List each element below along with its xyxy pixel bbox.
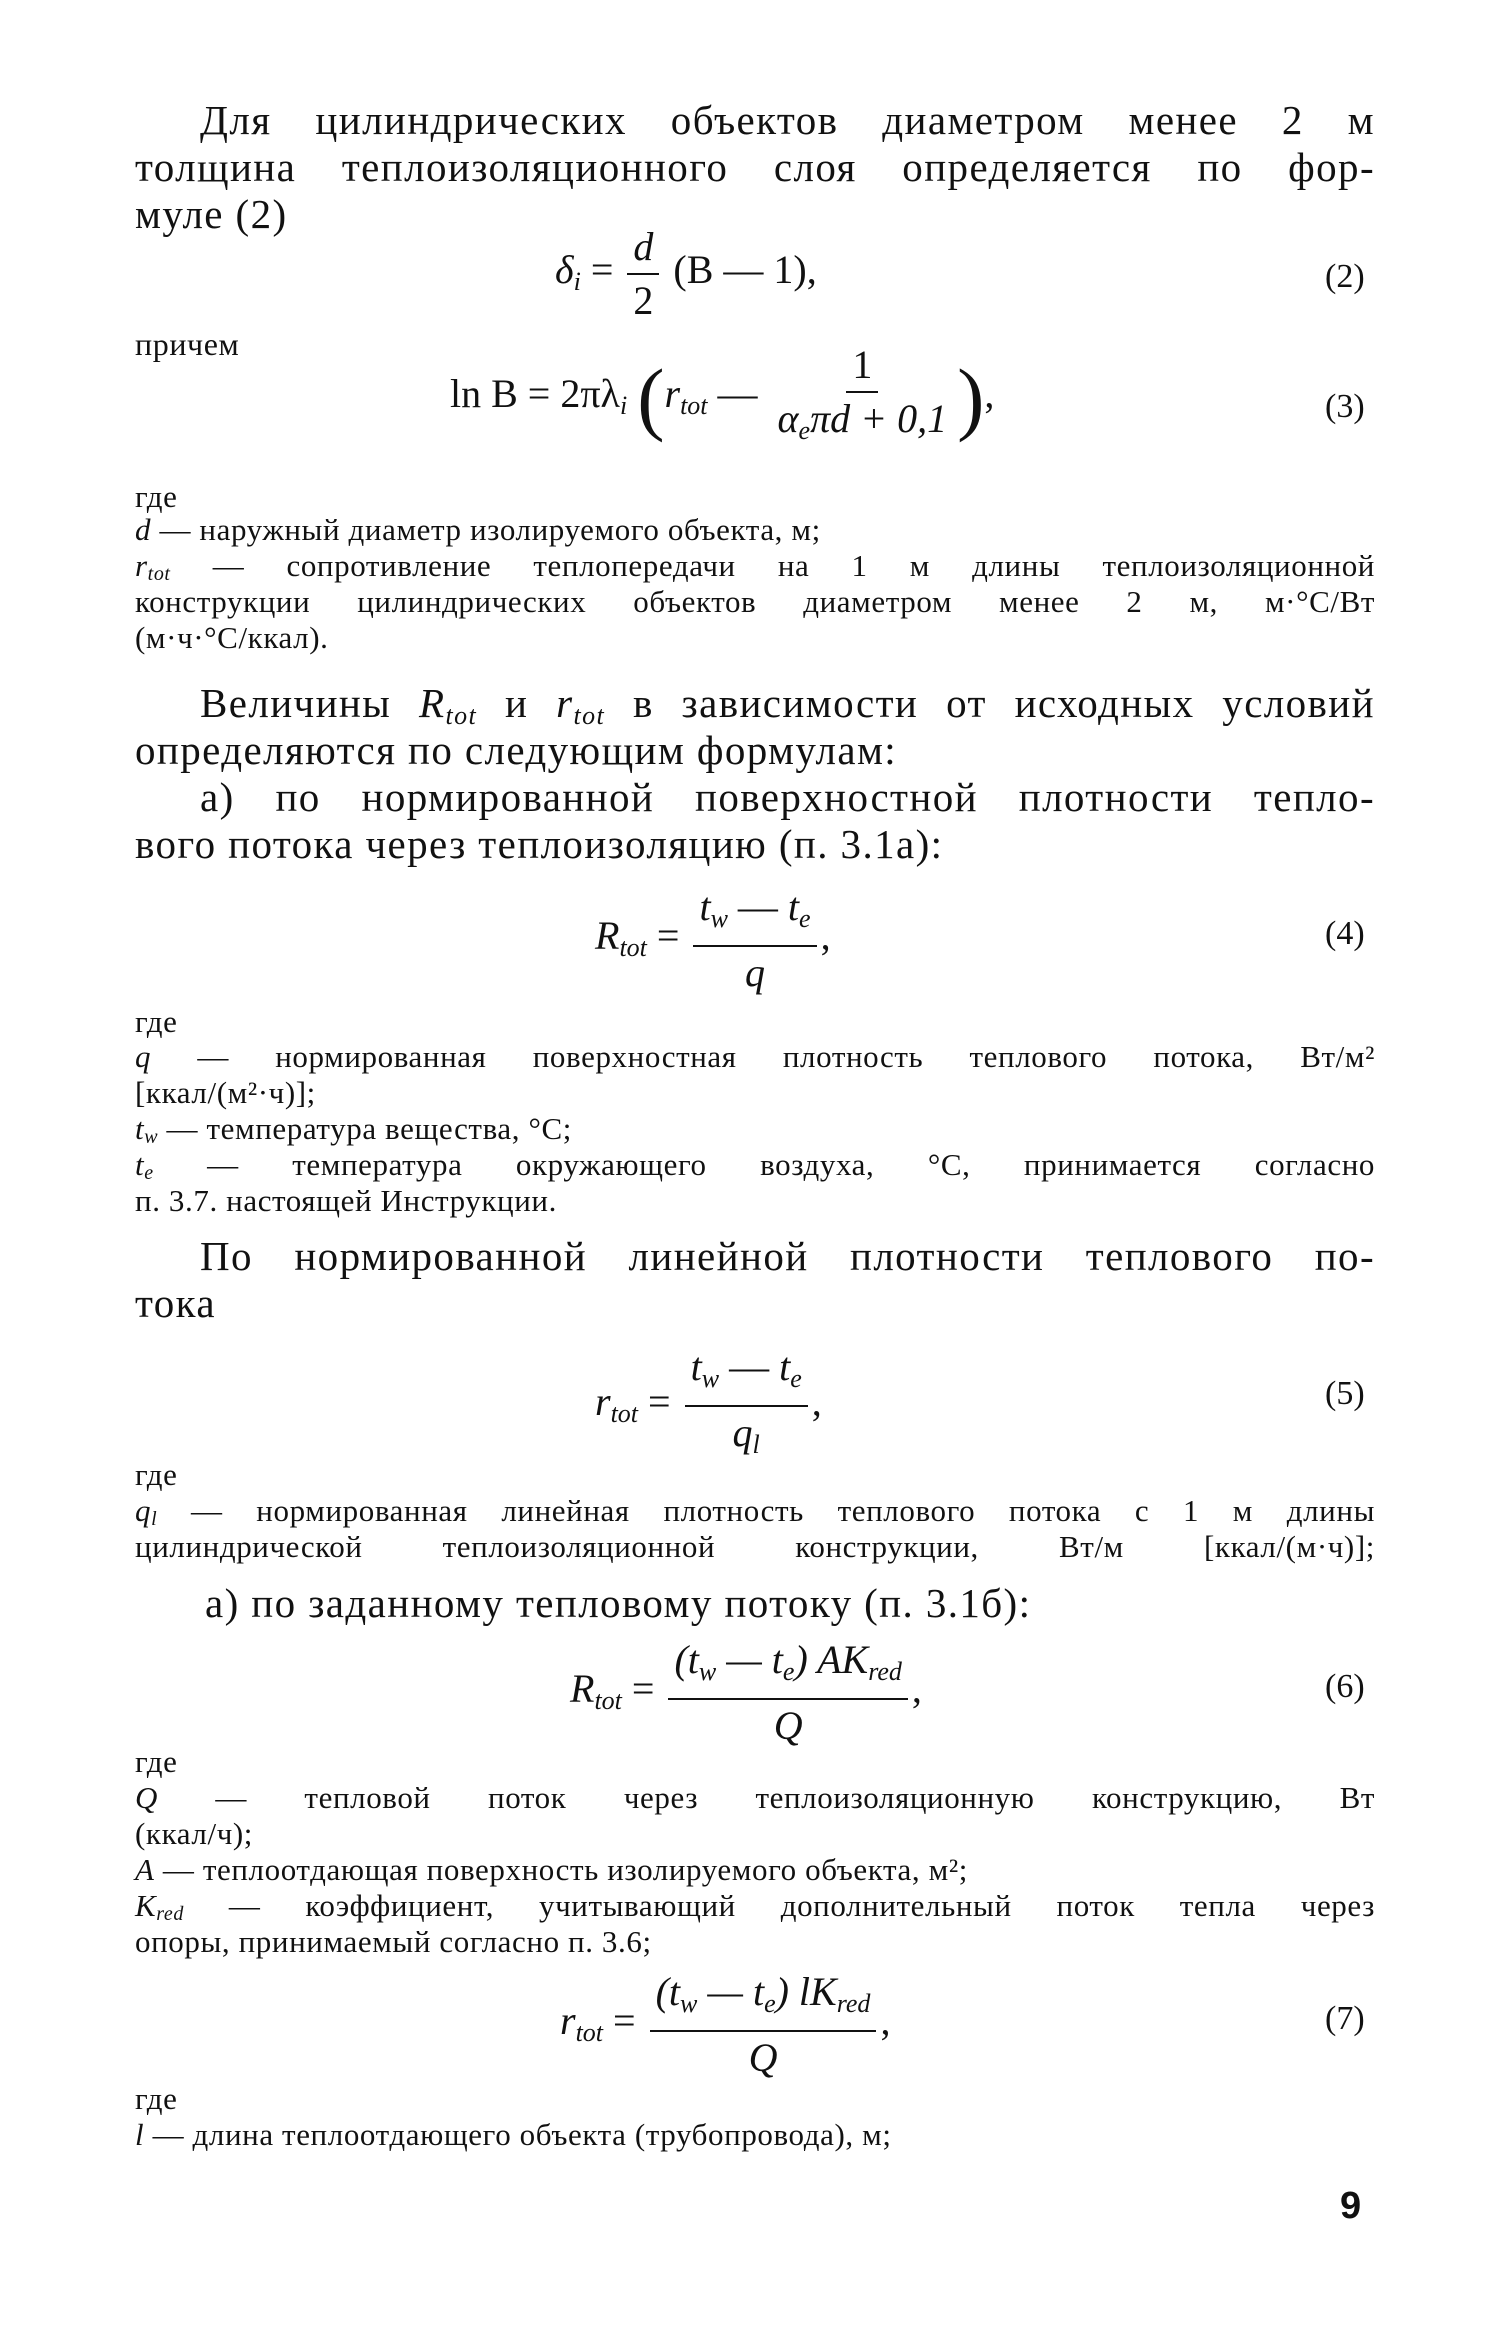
p2-line1: Величины $R_{tot}$ и $r_{tot}$ в зависимости от исходных условий (200, 680, 1375, 730)
where2-te-line2: п. 3.7. настоящей Инструкции. (135, 1183, 557, 1218)
equation-number-6: (6) (1325, 1668, 1365, 1705)
where2-q-line2: [ккал/(м²·ч)]; (135, 1075, 316, 1110)
where4-Q-line1: Q — тепловой поток через теплоизоляционную конструкцию, Вт (135, 1780, 1375, 1815)
p1-line1: Для цилиндрических объектов диаметром менее 2 м (200, 97, 1375, 143)
where2-tw-line: $t_w$ — температура вещества, °С; (135, 1111, 572, 1148)
p3-line1: По нормированной линейной плотности теплового по- (200, 1233, 1375, 1279)
p1-line2: толщина теплоизоляционного слоя определяется по фор- (135, 144, 1375, 190)
where4-Q-line2: (ккал/ч); (135, 1816, 254, 1851)
p4-line: а) по заданному тепловому потоку (п. 3.1б): (205, 1580, 1032, 1626)
where2-te-line1: $t_e$ — температура окружающего воздуха, °С, принимается согласно (135, 1147, 1375, 1184)
page-number: 9 (1340, 2185, 1362, 2227)
where1-r-line2: конструкции цилиндрических объектов диаметром менее 2 м, м·°С/Вт (135, 584, 1375, 619)
p2-line2: определяются по следующим формулам: (135, 727, 898, 773)
where4-K-line1: $K_{red}$ — коэффициент, учитывающий дополнительный поток тепла через (135, 1888, 1375, 1925)
where1-gde: где (135, 479, 178, 514)
prichem-label: причем (135, 326, 240, 362)
where4-K-line2: опоры, принимаемый согласно п. 3.6; (135, 1924, 652, 1959)
where4-gde: где (135, 1744, 178, 1779)
p1-line3: муле (2) (135, 191, 288, 237)
where4-A-line: A — теплоотдающая поверхность изолируемого объекта, м²; (135, 1852, 968, 1887)
where3-gde: где (135, 1457, 178, 1492)
where5-l-line: l — длина теплоотдающего объекта (трубопровода), м; (135, 2117, 892, 2152)
where3-ql-line1: $q_l$ — нормированная линейная плотность теплового потока с 1 м длины (135, 1493, 1375, 1530)
equation-number-2: (2) (1325, 258, 1365, 295)
p3-line2: тока (135, 1280, 216, 1326)
equation-number-5: (5) (1325, 1375, 1365, 1412)
where3-ql-line2: цилиндрической теплоизоляционной конструкции, Вт/м [ккал/(м·ч)]; (135, 1529, 1375, 1564)
where5-gde: где (135, 2081, 178, 2116)
equation-number-4: (4) (1325, 915, 1365, 952)
equation-7: $r_{tot}$ = $\frac{(t_w — t_e) lK_{red}}{Q}$ , (560, 1969, 891, 2080)
where1-r-line3: (м·ч·°С/ккал). (135, 620, 329, 655)
equation-6: $R_{tot}$ = $\frac{(t_w — t_e) AK_{red}}{Q}$ , (570, 1637, 922, 1748)
where1-r-line1: $r_{tot}$ — сопротивление теплопередачи на 1 м длины теплоизоляционной (135, 548, 1375, 585)
where2-q-line1: q — нормированная поверхностная плотность теплового потока, Вт/м² (135, 1039, 1375, 1074)
p2-line3: а) по нормированной поверхностной плотности тепло- (200, 774, 1375, 820)
where2-gde: где (135, 1004, 178, 1039)
p2-line4: вого потока через теплоизоляцию (п. 3.1а): (135, 821, 944, 867)
equation-number-7: (7) (1325, 2000, 1365, 2037)
equation-3: $\ln B = 2\pi\lambda_i$ ($r_{tot}$ — $\frac{1}{\alpha_e\pi d + 0,1}$ ), (450, 342, 995, 445)
equation-5: $r_{tot}$ = $\frac{t_w — t_e}{q_l}$ , (595, 1344, 822, 1459)
equation-number-3: (3) (1325, 388, 1365, 425)
equation-4: $R_{tot}$ = $\frac{t_w — t_e}{q}$ , (595, 884, 831, 995)
where1-d-line: d — наружный диаметр изолируемого объекта, м; (135, 512, 821, 547)
equation-2: $\delta_i$ = $\frac{d}{2}$ (B — 1), (555, 224, 817, 323)
